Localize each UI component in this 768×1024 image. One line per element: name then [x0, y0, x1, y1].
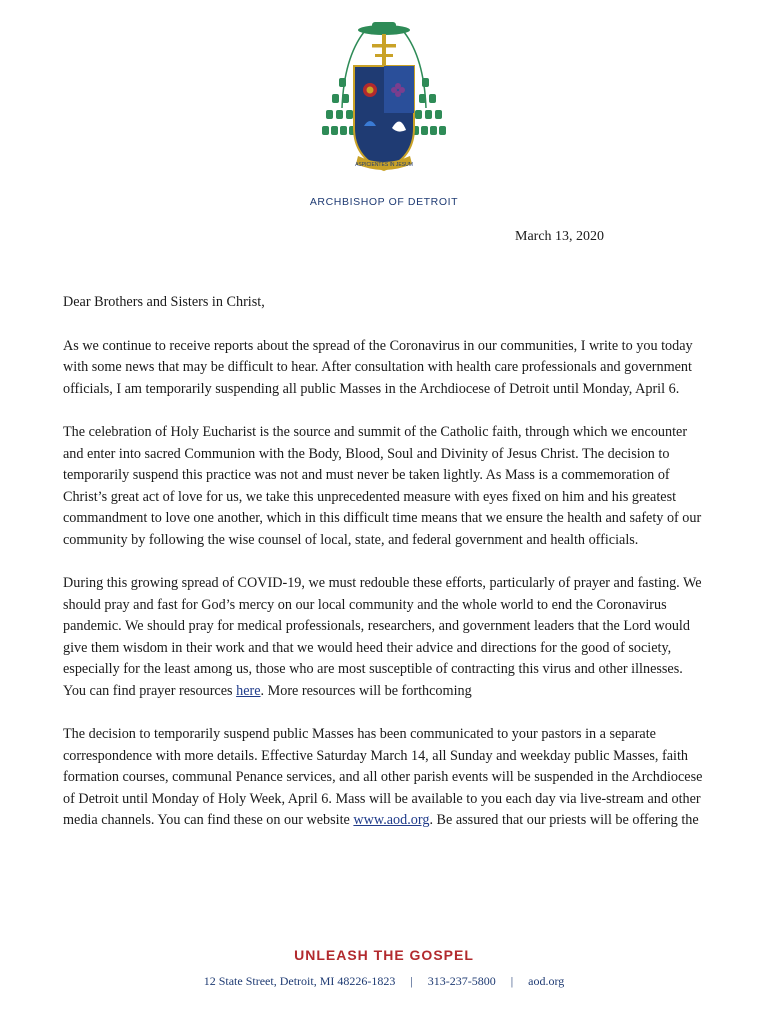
paragraph-4	[63, 724, 708, 832]
footer-separator: |	[510, 974, 514, 988]
footer-contact	[0, 974, 768, 989]
paragraph-3-text: During this growing spread of COVID-19, we must redouble these efforts, particularly of prayer and fasting. We should pray and fast for God’s mercy on our local community and the whole world to end the Coronavirus pandemic. We should pray for medical professionals, researchers, and government leaders that the Lord would give them wisdom in their work and that we would heed their advice and directions for the good of society, especially for the least among us, those who are most susceptible of contracting this virus and other illnesses. You can find prayer resources	[63, 575, 702, 699]
paragraph-1: As we continue to receive reports about the spread of the Coronavirus in our communities, I write to you today with some news that may be difficult to hear. After consultation with health care professionals and government officials, I am temporarily suspending all public Masses in the Archdiocese of Detroit until Monday, April 6.	[63, 337, 693, 397]
letter-body	[63, 292, 708, 854]
prayer-resources-link[interactable]: here	[236, 682, 261, 699]
paragraph-3-tail: . More resources will be forthcoming	[260, 682, 472, 699]
paragraph-4-tail: . Be assured that our priests will be offering the	[429, 812, 699, 828]
coat-of-arms	[0, 18, 768, 193]
paragraph-2: The celebration of Holy Eucharist is the source and summit of the Catholic faith, through which we encounter and enter into sacred Communion with the Body, Blood, Soul and Divinity of Jesus Christ. The decision to temporarily suspend this practice was not and must never be taken lightly. As Mass is a commemoration of Christ’s great act of love for us, we take this unprecedented measure with eyes fixed on him and his greatest commandment to love one another, which in this difficult time means that we ensure the health and safety of our community by following the wise counsel of local, state, and federal government and health officials.	[63, 424, 702, 548]
footer-phone: 313-237-5800	[427, 974, 496, 988]
website-link[interactable]: www.aod.org	[353, 812, 430, 828]
footer-separator: |	[410, 974, 413, 988]
footer-address: 12 State Street, Detroit, MI 48226-1823	[203, 974, 396, 988]
crest-icon	[314, 18, 454, 193]
paragraph-3	[63, 573, 708, 702]
footer-website[interactable]: aod.org	[528, 974, 565, 988]
paragraph-4-text: The decision to temporarily suspend public Masses has been communicated to your pastors in a separate correspondence with more details. Effective Saturday March 14, all Sunday and weekday public Masses, faith formation courses, communal Penance services, and all other parish events will be suspended in the Archdiocese of Detroit until Monday of Holy Week, April 6. Mass will be available to you each day via live-stream and other media channels. You can find these on our website	[63, 726, 703, 828]
salutation: Dear Brothers and Sisters in Christ,	[63, 294, 265, 310]
svg-text:ASPICIENTES IN JESUM: ASPICIENTES IN JESUM	[355, 162, 413, 168]
letter-date: March 13, 2020	[515, 229, 605, 244]
organization-title: ARCHBISHOP OF DETROIT	[309, 196, 459, 208]
footer-tagline: UNLEASH THE GOSPEL	[294, 947, 474, 963]
